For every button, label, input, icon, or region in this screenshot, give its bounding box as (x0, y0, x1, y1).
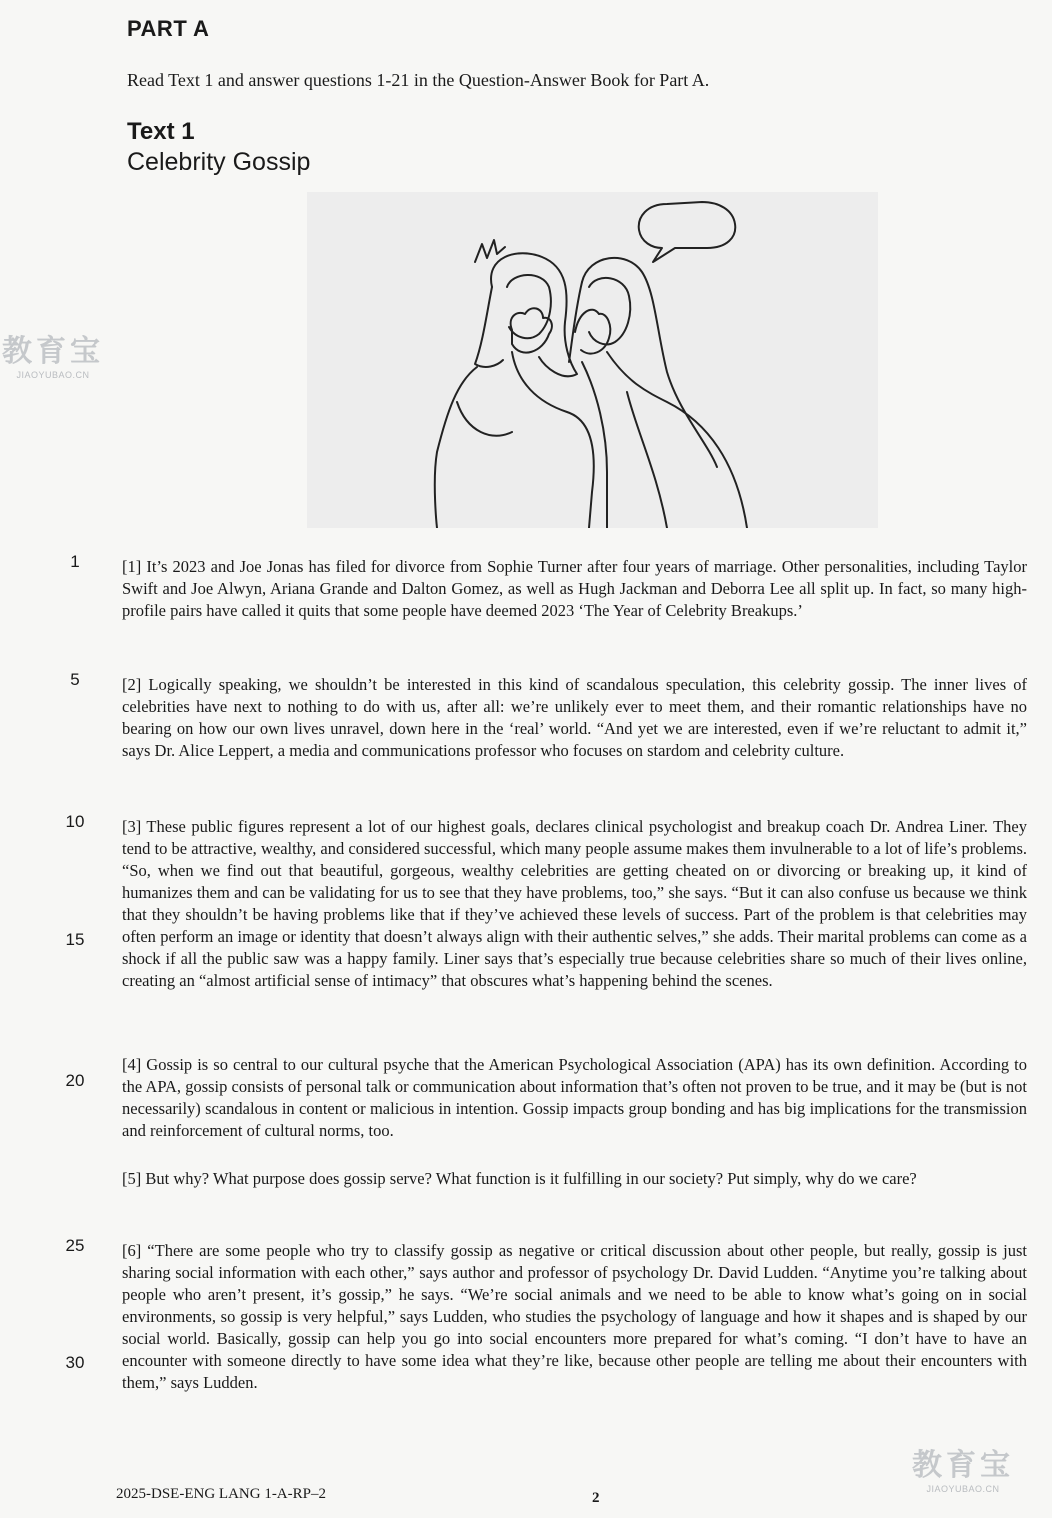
page-number: 2 (592, 1490, 600, 1506)
line-number-25: 25 (65, 1236, 85, 1255)
gossip-illustration (307, 192, 878, 528)
part-title: PART A (127, 16, 210, 41)
paragraph-2: [2] Logically speaking, we shouldn’t be interested in this kind of scandalous speculation, this celebrity gossip. The inner lives of celebrities have next to nothing to do with us, after all: we’re unlikely ever to meet them, and their romantic relationships have no bearing on how our own lives unravel, down here in the ‘real’ world. “And yet we are interested, even if we’re reluctant to admit it,” says Dr. Alice Leppert, a media and communications professor who focuses on stardom and celebrity culture. (122, 675, 1027, 760)
instruction-text: Read Text 1 and answer questions 1-21 in the Question-Answer Book for Part A. (127, 70, 710, 90)
line-number-15: 15 (65, 930, 85, 949)
watermark-url: JIAOYUBAO.CN (16, 370, 90, 380)
paragraph-1: [1] It’s 2023 and Joe Jonas has filed for divorce from Sophie Turner after four years of marriage. Other personalities, including Taylor Swift and Joe Alwyn, Ariana Grande and Dalton Gomez, as well as Hugh Jackman and Deborra Lee all split up. In fact, so many high-profile pairs have called it quits that some people have deemed 2023 ‘The Year of Celebrity Breakups.’ (122, 557, 1027, 620)
watermark-right (912, 1440, 1014, 1494)
paragraph-5: [5] But why? What purpose does gossip serve? What function is it fulfilling in our society? Put simply, why do we care? (122, 1169, 917, 1188)
text-title: Celebrity Gossip (127, 148, 311, 176)
watermark-brand: 教育宝 (912, 1449, 1014, 1482)
paper-code: 2025-DSE-ENG LANG 1-A-RP–2 (116, 1486, 326, 1502)
two-women-gossiping-image (307, 192, 878, 528)
line-number-5: 5 (70, 670, 80, 689)
line-number-30: 30 (65, 1353, 85, 1372)
line-number-1: 1 (70, 552, 80, 571)
line-number-10: 10 (65, 812, 85, 831)
watermark-url: JIAOYUBAO.CN (926, 1484, 1000, 1494)
watermark-brand: 教育宝 (2, 335, 104, 368)
watermark-left (2, 326, 104, 380)
text-number: Text 1 (127, 118, 195, 145)
paragraph-6: [6] “There are some people who try to classify gossip as negative or critical discussion about other people, but really, gossip is just sharing social information with each other,” says author and professor of psychology Dr. David Ludden. “Anytime you’re talking about people who aren’t present, it’s gossip,” he says. “We’re social animals and we need to be able to know what’s going on in social environments, so gossip is very helpful,” says Ludden, who studies the psychology of language and how it shapes and is shaped by our social world. Basically, gossip can help you go into social encounters more prepared for what’s coming. “I don’t have to have an encounter with someone directly to have some idea what they’re like, because other people are telling me about their encounters with them,” says Ludden. (122, 1241, 1027, 1392)
paragraph-3: [3] These public figures represent a lot of our highest goals, declares clinical psychologist and breakup coach Dr. Andrea Liner. They tend to be attractive, wealthy, and considered successful, which many people assume makes them invulnerable to a lot of life’s problems. “So, when we find out that beautiful, gorgeous, wealthy celebrities are getting cheated on or divorcing or breaking up, it kind of humanizes them and can be validating for us to see that they have problems, too,” she says. “But it can also confuse us because we think that they shouldn’t be having problems like that if they’ve achieved these levels of success. Part of the problem is that celebrities may often perform an image or identity that doesn’t always align with their authentic selves,” she adds. Their marital problems can come as a shock if all the public saw was a happy family. Liner says that’s especially true because celebrities share so much of their lives online, creating an “almost artificial sense of intimacy” that obscures what’s happening behind the scenes. (122, 817, 1027, 990)
paragraph-4: [4] Gossip is so central to our cultural psyche that the American Psychological Association (APA) has its own definition. According to the APA, gossip consists of personal talk or communication about information that’s often not proven to be true, and it may be (but is not necessarily) scandalous in content or malicious in intention. Gossip impacts group bonding and has big implications for the transmission and reinforcement of cultural norms, too. (122, 1055, 1027, 1140)
line-number-20: 20 (65, 1071, 85, 1090)
